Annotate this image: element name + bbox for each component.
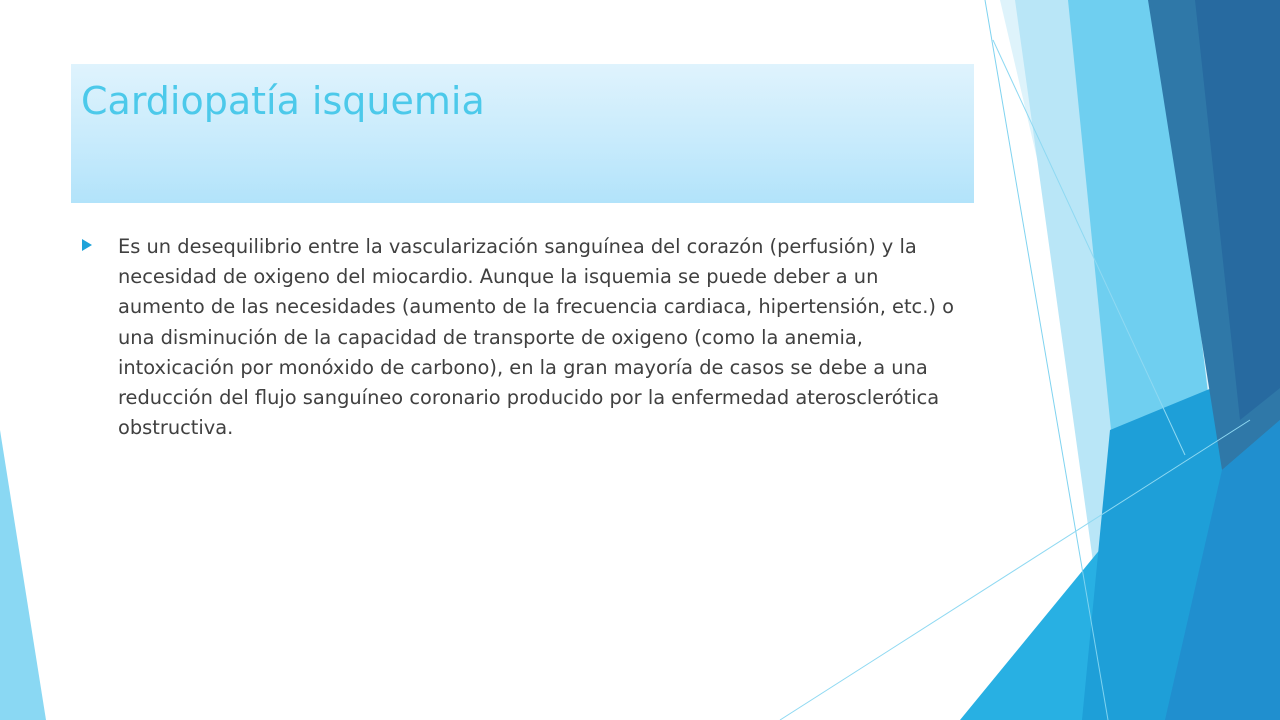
- left-edge-facet: [0, 430, 46, 720]
- bullet-text: Es un desequilibrio entre la vascularización sanguínea del corazón (perfusión) y la necesidad de oxigeno del miocardio. Aunque la isquemia se puede deber a un aumento de las necesidades (aumento de la frecuencia cardiaca, hipertensión, etc.) o una disminución de la capacidad de transporte de oxigeno (como la anemia, intoxicación por monóxido de carbono), en la gran mayoría de casos se debe a una reducción del flujo sanguíneo coronario producido por la enfermedad aterosclerótica obstructiva.: [118, 235, 954, 440]
- slide-title: Cardiopatía isquemia: [81, 79, 485, 123]
- title-band: [71, 64, 974, 203]
- triangle-right-icon: [82, 239, 92, 251]
- slide-body: [82, 232, 962, 443]
- bullet-item: [82, 232, 962, 443]
